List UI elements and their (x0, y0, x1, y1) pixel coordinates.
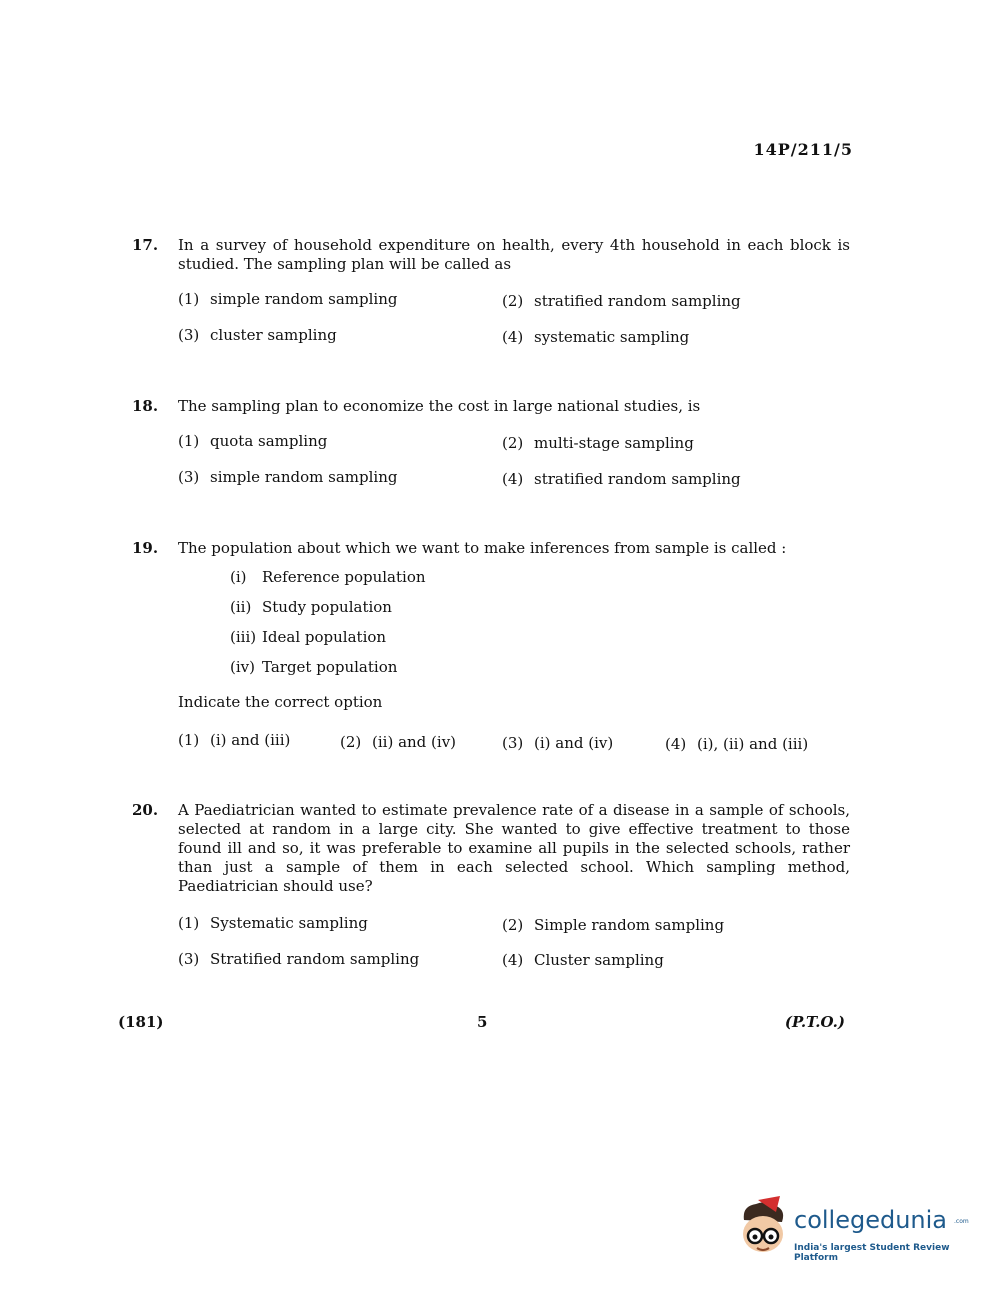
question-instruction: Indicate the correct option (178, 693, 383, 711)
question-19 (132, 539, 850, 558)
sub-item-i: (i) Reference population (230, 568, 426, 586)
option-2: (2) stratified random sampling (502, 292, 741, 310)
option-1: (1) Systematic sampling (178, 914, 368, 932)
question-text: A Paediatrician wanted to estimate prevalence rate of a disease in a sample of schools, selected at random in a large city. She wanted to give effective treatment to those found ill and so, it was preferable to examine all pupils in the selected schools, rather than just a sample of them in each selected school. Which sampling method, Paediatrician should use? (178, 801, 850, 895)
footer-code: (181) (118, 1013, 164, 1031)
question-17 (132, 236, 850, 354)
option-3: (3) cluster sampling (178, 326, 337, 344)
question-text: The population about which we want to make inferences from sample is called : (178, 539, 787, 557)
sub-item-iii: (iii) Ideal population (230, 628, 387, 646)
question-text: In a survey of household expenditure on health, every 4th household in each block is studied. The sampling plan will be called as (178, 236, 850, 273)
mascot-icon (736, 1196, 792, 1258)
collegedunia-watermark (736, 1196, 969, 1266)
option-3: (3) simple random sampling (178, 468, 398, 486)
option-3: (3) (i) and (iv) (502, 734, 614, 752)
option-1: (1) quota sampling (178, 432, 328, 450)
question-20 (132, 801, 850, 896)
option-2: (2) (ii) and (iv) (340, 733, 457, 751)
question-number: 19. (132, 539, 159, 557)
question-number: 20. (132, 801, 159, 819)
pto-label: (P.T.O.) (784, 1013, 845, 1031)
sub-item-iv: (iv) Target population (230, 658, 398, 676)
options (178, 416, 850, 496)
question-18 (132, 397, 850, 496)
paper-code: 14P/211/5 (753, 140, 853, 159)
option-2: (2) Simple random sampling (502, 916, 725, 934)
option-2: (2) multi-stage sampling (502, 434, 694, 452)
option-3: (3) Stratified random sampling (178, 950, 420, 968)
question-text: The sampling plan to economize the cost in large national studies, is (178, 397, 701, 415)
question-number: 18. (132, 397, 159, 415)
option-4: (4) (i), (ii) and (iii) (665, 735, 809, 753)
option-1: (1) simple random sampling (178, 290, 398, 308)
question-number: 17. (132, 236, 159, 254)
brand-tagline: India's largest Student Review Platform (794, 1243, 950, 1263)
options (178, 274, 850, 354)
option-4: (4) stratified random sampling (502, 470, 741, 488)
sub-item-ii: (ii) Study population (230, 598, 392, 616)
option-4: (4) systematic sampling (502, 328, 690, 346)
brand-name: collegedunia (794, 1206, 948, 1234)
page-number: 5 (477, 1013, 488, 1031)
option-4: (4) Cluster sampling (502, 951, 664, 969)
option-1: (1) (i) and (iii) (178, 731, 291, 749)
brand-suffix: .com (954, 1218, 969, 1225)
